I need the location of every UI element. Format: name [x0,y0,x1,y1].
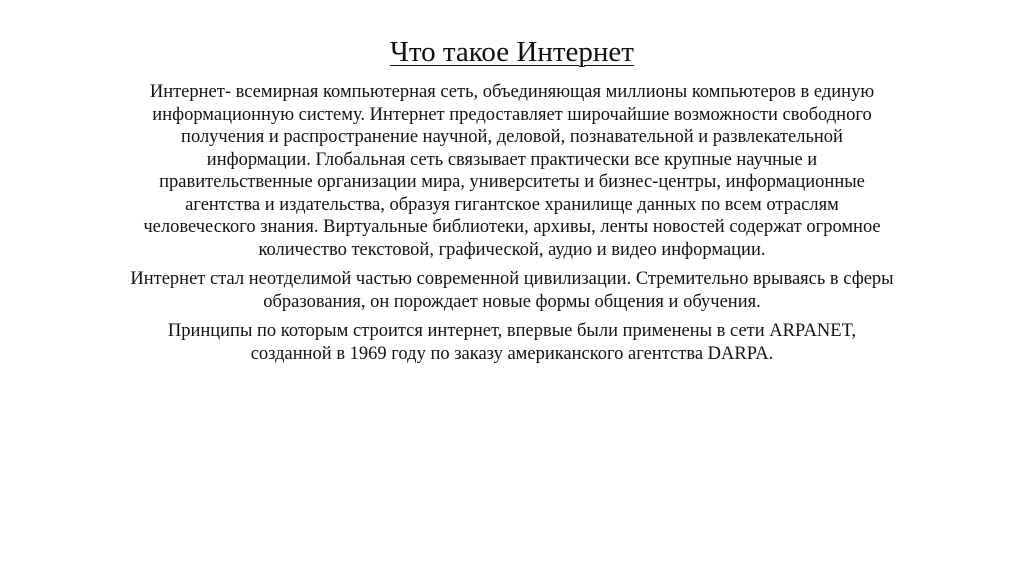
slide-title: Что такое Интернет [390,36,634,68]
paragraph-internet-definition: Интернет- всемирная компьютерная сеть, объединяющая миллионы компьютеров в единую информационную систему. Интернет предоставляет широчайшие возможности свободного получения и распространение научной, деловой, познавательной и развлекательной информации. Глобальная сеть связывает практически все крупные научные и правительственные организации мира, университеты и бизнес-центры, информационные агентства и издательства, образуя гигантское хранилище данных по всем отраслям человеческого знания. Виртуальные библиотеки, архивы, ленты новостей содержат огромное количество текстовой, графической, аудио и видео информации. [143,82,881,260]
paragraph-arpanet-history: Принципы по которым строится интернет, впервые были применены в сети ARPANET, созданной в 1969 году по заказу американского агентства DARPA. [167,321,857,364]
slide-body [130,81,894,372]
paragraph-modern-civilization: Интернет стал неотделимой частью современной цивилизации. Стремительно врываясь в сферы образования, он порождает новые формы общения и обучения. [130,269,894,312]
